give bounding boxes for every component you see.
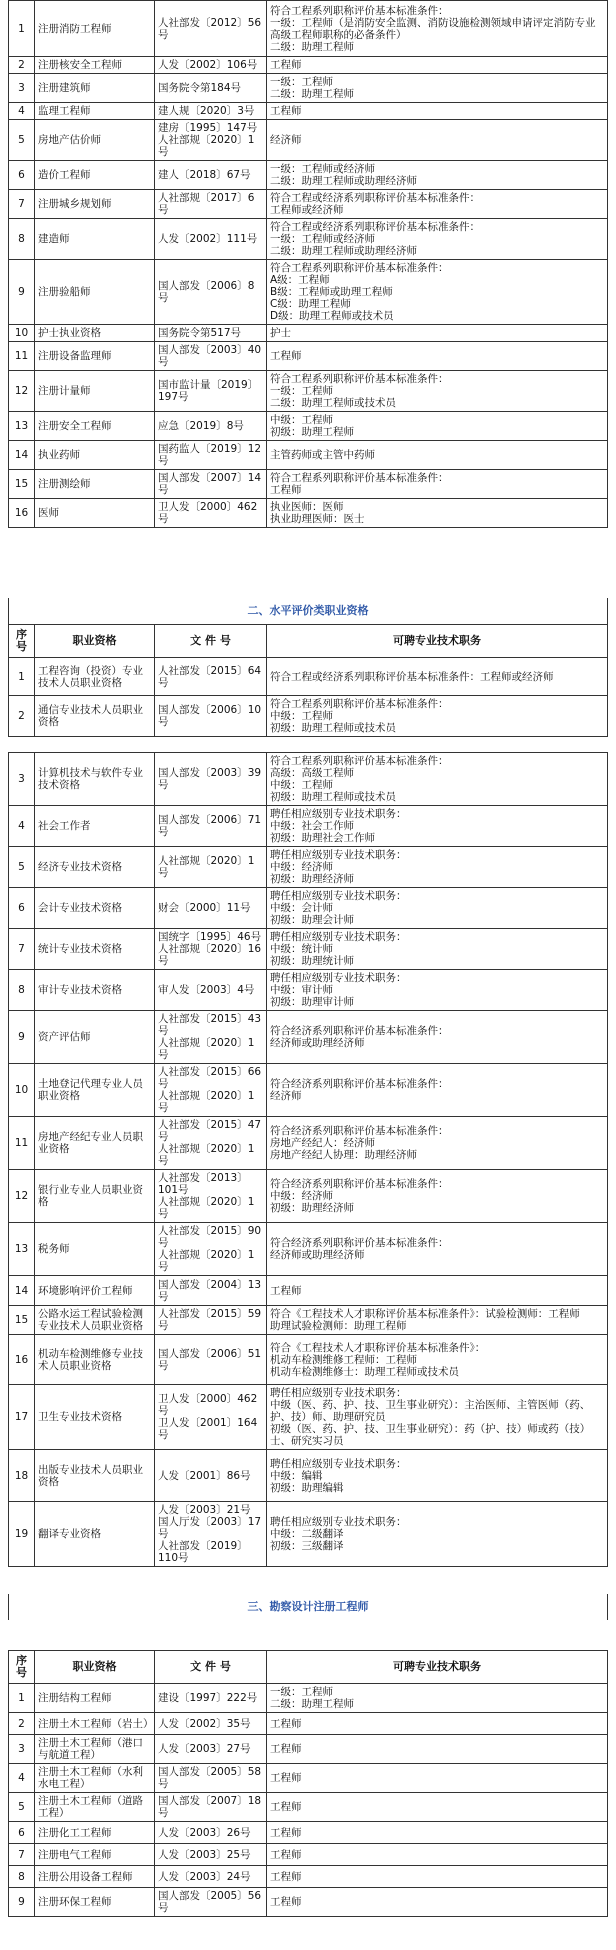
table-row: [9, 325, 608, 342]
post-cell: 聘任相应级别专业技术职务： 中级：经济师 初级：助理经济师: [267, 847, 608, 888]
post-cell: 工程师: [267, 57, 608, 74]
table-row: [9, 470, 608, 499]
document-cell: 国务院令第184号: [155, 74, 267, 103]
section-3-table: [8, 1650, 608, 1917]
document-cell: 建人〔2018〕67号: [155, 161, 267, 190]
row-number: 11: [9, 342, 35, 371]
document-cell: 国市监计量〔2019〕197号: [155, 371, 267, 412]
document-cell: 国人部发〔2005〕58号: [155, 1764, 267, 1793]
document-cell: 应急〔2019〕8号: [155, 412, 267, 441]
table-row: [9, 412, 608, 441]
table-row: [9, 1764, 608, 1793]
qualification-cell: 注册测绘师: [35, 470, 155, 499]
qualification-cell: 注册化工工程师: [35, 1822, 155, 1844]
post-cell: 符合工程系列职称评价基本标准条件： 一级：工程师（是消防安全监测、消防设施检测领域申请评定消防专业高级工程师职称的必备条件） 二级：助理工程师: [267, 1, 608, 57]
qualification-cell: 会计专业技术资格: [35, 888, 155, 929]
post-cell: 工程师: [267, 1844, 608, 1866]
row-number: 5: [9, 120, 35, 161]
post-cell: 经济师: [267, 120, 608, 161]
document-cell: 卫人发〔2000〕462号: [155, 499, 267, 528]
post-cell: 一级：工程师 二级：助理工程师: [267, 74, 608, 103]
qualification-cell: 注册公用设备工程师: [35, 1866, 155, 1888]
post-cell: 符合工程系列职称评价基本标准条件： 中级：工程师 初级：助理工程师或技术员: [267, 696, 608, 737]
row-number: 15: [9, 470, 35, 499]
table-row: [9, 1735, 608, 1764]
document-cell: 人发〔2003〕25号: [155, 1844, 267, 1866]
document-cell: 人社部发〔2012〕56号: [155, 1, 267, 57]
document-cell: 国人部发〔2003〕39号: [155, 753, 267, 806]
table-row: [9, 1306, 608, 1335]
post-cell: 工程师: [267, 1888, 608, 1917]
table-row: [9, 190, 608, 219]
table-row: [9, 1335, 608, 1385]
table-section-2b: [8, 752, 608, 1567]
document-cell: 财会〔2000〕11号: [155, 888, 267, 929]
table-row: [9, 441, 608, 470]
qualification-cell: 通信专业技术人员职业资格: [35, 696, 155, 737]
table-row: [9, 1713, 608, 1735]
post-cell: 符合工程系列职称评价基本标准条件： 高级：高级工程师 中级：工程师 初级：助理工程师或技术员: [267, 753, 608, 806]
row-number: 4: [9, 103, 35, 120]
qualification-cell: 注册土木工程师（港口与航道工程）: [35, 1735, 155, 1764]
qualification-cell: 统计专业技术资格: [35, 929, 155, 970]
table-row: [9, 888, 608, 929]
qualification-cell: 注册建筑师: [35, 74, 155, 103]
qualification-cell: 注册结构工程师: [35, 1684, 155, 1713]
row-number: 12: [9, 371, 35, 412]
qualification-cell: 社会工作者: [35, 806, 155, 847]
document-cell: 人社部发〔2015〕43号 人社部规〔2020〕1号: [155, 1011, 267, 1064]
row-number: 12: [9, 1170, 35, 1223]
qualification-cell: 监理工程师: [35, 103, 155, 120]
post-cell: 聘任相应级别专业技术职务： 中级：社会工作师 初级：助理社会工作师: [267, 806, 608, 847]
qualification-cell: 执业药师: [35, 441, 155, 470]
section-2b-table: [8, 752, 608, 1567]
document-cell: 人社部发〔2013〕101号 人社部规〔2020〕1号: [155, 1170, 267, 1223]
post-cell: 工程师: [267, 1793, 608, 1822]
table-row: [9, 57, 608, 74]
post-cell: 工程师: [267, 1822, 608, 1844]
document-cell: 国人部发〔2003〕40号: [155, 342, 267, 371]
table-row: [9, 1117, 608, 1170]
document-cell: 国人部发〔2004〕13号: [155, 1276, 267, 1306]
row-number: 2: [9, 1713, 35, 1735]
section-3-title: 三、勘察设计注册工程师: [8, 1594, 608, 1620]
table-section-3: [8, 1650, 608, 1917]
table-row: [9, 1684, 608, 1713]
table-row: [9, 929, 608, 970]
row-number: 14: [9, 441, 35, 470]
table-section-1: [8, 0, 608, 528]
qualification-cell: 资产评估师: [35, 1011, 155, 1064]
document-cell: 国人部发〔2007〕14号: [155, 470, 267, 499]
document-cell: 人社部发〔2015〕47号 人社部规〔2020〕1号: [155, 1117, 267, 1170]
table-row: [9, 1170, 608, 1223]
document-cell: 建设〔1997〕222号: [155, 1684, 267, 1713]
row-number: 9: [9, 1011, 35, 1064]
qualification-cell: 注册设备监理师: [35, 342, 155, 371]
document-cell: 人发〔2003〕27号: [155, 1735, 267, 1764]
post-cell: 中级：工程师 初级：助理工程师: [267, 412, 608, 441]
qualification-cell: 工程咨询（投资）专业技术人员职业资格: [35, 658, 155, 696]
row-number: 15: [9, 1306, 35, 1335]
post-cell: 符合工程系列职称评价基本标准条件： 一级：工程师 二级：助理工程师或技术员: [267, 371, 608, 412]
post-cell: 工程师: [267, 1735, 608, 1764]
post-cell: 工程师: [267, 1713, 608, 1735]
table-row: [9, 658, 608, 696]
row-number: 2: [9, 696, 35, 737]
table-row: [9, 970, 608, 1011]
post-cell: 符合《工程技术人才职称评价基本标准条件》：试验检测师：工程师 助理试验检测师：助理工程师: [267, 1306, 608, 1335]
qualification-cell: 注册土木工程师（岩土）: [35, 1713, 155, 1735]
post-cell: 符合工程系列职称评价基本标准条件： A级：工程师 B级：工程师或助理工程师 C级：助理工程师 D级：助理工程师或技术员: [267, 260, 608, 325]
post-cell: 符合工程或经济系列职称评价基本标准条件：工程师或经济师: [267, 658, 608, 696]
section-2a-table: [8, 624, 608, 737]
post-cell: 护士: [267, 325, 608, 342]
row-number: 5: [9, 847, 35, 888]
qualification-cell: 注册土木工程师（道路工程）: [35, 1793, 155, 1822]
post-cell: 主管药师或主管中药师: [267, 441, 608, 470]
qualification-cell: 注册计量师: [35, 371, 155, 412]
row-number: 19: [9, 1502, 35, 1567]
row-number: 10: [9, 1064, 35, 1117]
post-cell: 聘任相应级别专业技术职务： 中级：二级翻译 初级：三级翻译: [267, 1502, 608, 1567]
post-cell: 符合工程或经济系列职称评价基本标准条件： 工程师或经济师: [267, 190, 608, 219]
row-number: 8: [9, 970, 35, 1011]
qualification-cell: 房地产经纪专业人员职业资格: [35, 1117, 155, 1170]
row-number: 14: [9, 1276, 35, 1306]
row-number: 4: [9, 1764, 35, 1793]
qualification-cell: 注册土木工程师（水利水电工程）: [35, 1764, 155, 1793]
row-number: 7: [9, 929, 35, 970]
table-row: [9, 1450, 608, 1502]
table-row: [9, 1866, 608, 1888]
table-row: [9, 696, 608, 737]
post-cell: 工程师: [267, 342, 608, 371]
qualification-cell: 造价工程师: [35, 161, 155, 190]
table-row: [9, 103, 608, 120]
table-row: [9, 1276, 608, 1306]
header-qualification: 职业资格: [35, 1651, 155, 1684]
row-number: 9: [9, 260, 35, 325]
table-row: [9, 1793, 608, 1822]
row-number: 13: [9, 412, 35, 441]
document-cell: 国统字〔1995〕46号 人社部规〔2020〕16号: [155, 929, 267, 970]
document-cell: 人发〔2003〕26号: [155, 1822, 267, 1844]
qualification-cell: 注册安全工程师: [35, 412, 155, 441]
table-row: [9, 260, 608, 325]
row-number: 18: [9, 1450, 35, 1502]
post-cell: 聘任相应级别专业技术职务： 中级：编辑 初级：助理编辑: [267, 1450, 608, 1502]
qualification-cell: 注册核安全工程师: [35, 57, 155, 74]
table-row: [9, 1822, 608, 1844]
row-number: 1: [9, 658, 35, 696]
post-cell: 工程师: [267, 103, 608, 120]
post-cell: 符合工程系列职称评价基本标准条件： 工程师: [267, 470, 608, 499]
post-cell: 工程师: [267, 1764, 608, 1793]
table-row: [9, 1, 608, 57]
row-number: 6: [9, 888, 35, 929]
header-qualification: 职业资格: [35, 625, 155, 658]
post-cell: 聘任相应级别专业技术职务： 中级：统计师 初级：助理统计师: [267, 929, 608, 970]
table-header-row: [9, 625, 608, 658]
table-row: [9, 847, 608, 888]
page-break: [0, 1620, 616, 1650]
qualification-cell: 注册电气工程师: [35, 1844, 155, 1866]
document-cell: 人发〔2001〕86号: [155, 1450, 267, 1502]
document-cell: 人社部发〔2015〕59号: [155, 1306, 267, 1335]
table-row: [9, 342, 608, 371]
post-cell: 工程师: [267, 1866, 608, 1888]
table-row: [9, 753, 608, 806]
document-cell: 建房〔1995〕147号 人社部规〔2020〕1号: [155, 120, 267, 161]
document-cell: 审人发〔2003〕4号: [155, 970, 267, 1011]
table-row: [9, 120, 608, 161]
document-cell: 国人部发〔2006〕10号: [155, 696, 267, 737]
post-cell: 符合经济系列职称评价基本标准条件： 房地产经纪人：经济师 房地产经纪人协理：助理经济师: [267, 1117, 608, 1170]
header-post: 可聘专业技术职务: [267, 625, 608, 658]
row-number: 8: [9, 219, 35, 260]
post-cell: 符合经济系列职称评价基本标准条件： 经济师或助理经济师: [267, 1011, 608, 1064]
qualification-cell: 经济专业技术资格: [35, 847, 155, 888]
row-number: 7: [9, 190, 35, 219]
row-number: 11: [9, 1117, 35, 1170]
header-document: 文 件 号: [155, 1651, 267, 1684]
qualification-cell: 注册环保工程师: [35, 1888, 155, 1917]
document-cell: 国务院令第517号: [155, 325, 267, 342]
row-number: 3: [9, 753, 35, 806]
qualification-cell: 环境影响评价工程师: [35, 1276, 155, 1306]
post-cell: 一级：工程师 二级：助理工程师: [267, 1684, 608, 1713]
table-row: [9, 74, 608, 103]
qualification-cell: 公路水运工程试验检测专业技术人员职业资格: [35, 1306, 155, 1335]
row-number: 5: [9, 1793, 35, 1822]
document-cell: 卫人发〔2000〕462号 卫人发〔2001〕164号: [155, 1385, 267, 1450]
table-row: [9, 1011, 608, 1064]
section-2-title: 二、水平评价类职业资格: [8, 598, 608, 624]
table-row: [9, 161, 608, 190]
qualification-cell: 注册验船师: [35, 260, 155, 325]
post-cell: 一级：工程师或经济师 二级：助理工程师或助理经济师: [267, 161, 608, 190]
header-document: 文 件 号: [155, 625, 267, 658]
header-no: 序号: [9, 1651, 35, 1684]
document-cell: 人发〔2003〕24号: [155, 1866, 267, 1888]
qualification-cell: 出版专业技术人员职业资格: [35, 1450, 155, 1502]
row-number: 9: [9, 1888, 35, 1917]
qualification-cell: 卫生专业技术资格: [35, 1385, 155, 1450]
table-row: [9, 1844, 608, 1866]
row-number: 13: [9, 1223, 35, 1276]
row-number: 1: [9, 1684, 35, 1713]
document-cell: 人发〔2002〕35号: [155, 1713, 267, 1735]
document-cell: 人社部发〔2015〕90号 人社部规〔2020〕1号: [155, 1223, 267, 1276]
row-number: 16: [9, 1335, 35, 1385]
post-cell: 符合《工程技术人才职称评价基本标准条件》： 机动车检测维修工程师：工程师 机动车检测维修士：助理工程师或技术员: [267, 1335, 608, 1385]
qualification-cell: 护士执业资格: [35, 325, 155, 342]
row-number: 2: [9, 57, 35, 74]
document-cell: 人发〔2002〕111号: [155, 219, 267, 260]
row-number: 6: [9, 1822, 35, 1844]
table-row: [9, 1385, 608, 1450]
document-cell: 国人部发〔2006〕51号: [155, 1335, 267, 1385]
qualification-cell: 计算机技术与软件专业技术资格: [35, 753, 155, 806]
row-number: 3: [9, 74, 35, 103]
qualification-cell: 税务师: [35, 1223, 155, 1276]
table-section-2a: [8, 624, 608, 737]
document-cell: 人社部规〔2017〕6号: [155, 190, 267, 219]
post-cell: 符合经济系列职称评价基本标准条件： 经济师: [267, 1064, 608, 1117]
row-number: 4: [9, 806, 35, 847]
document-cell: 人发〔2002〕106号: [155, 57, 267, 74]
document-cell: 国药监人〔2019〕12号: [155, 441, 267, 470]
post-cell: 工程师: [267, 1276, 608, 1306]
table-row: [9, 1064, 608, 1117]
qualification-cell: 注册城乡规划师: [35, 190, 155, 219]
document-cell: 国人部发〔2005〕56号: [155, 1888, 267, 1917]
row-number: 8: [9, 1866, 35, 1888]
page-break: [0, 744, 616, 752]
table-row: [9, 806, 608, 847]
qualification-cell: 土地登记代理专业人员职业资格: [35, 1064, 155, 1117]
document-cell: 人社部规〔2020〕1号: [155, 847, 267, 888]
row-number: 7: [9, 1844, 35, 1866]
document-cell: 国人部发〔2007〕18号: [155, 1793, 267, 1822]
qualification-cell: 审计专业技术资格: [35, 970, 155, 1011]
table-row: [9, 1888, 608, 1917]
qualification-cell: 机动车检测维修专业技术人员职业资格: [35, 1335, 155, 1385]
post-cell: 符合经济系列职称评价基本标准条件： 经济师或助理经济师: [267, 1223, 608, 1276]
row-number: 1: [9, 1, 35, 57]
document-cell: 建人规〔2020〕3号: [155, 103, 267, 120]
table-row: [9, 1502, 608, 1567]
row-number: 6: [9, 161, 35, 190]
post-cell: 符合工程或经济系列职称评价基本标准条件： 一级：工程师或经济师 二级：助理工程师或助理经济师: [267, 219, 608, 260]
document-cell: 人社部发〔2015〕66号 人社部规〔2020〕1号: [155, 1064, 267, 1117]
row-number: 17: [9, 1385, 35, 1450]
qualification-cell: 银行业专业人员职业资格: [35, 1170, 155, 1223]
document-cell: 人发〔2003〕21号 国人厅发〔2003〕17号 人社部发〔2019〕110号: [155, 1502, 267, 1567]
qualification-cell: 建造师: [35, 219, 155, 260]
document-cell: 人社部发〔2015〕64号: [155, 658, 267, 696]
table-header-row: [9, 1651, 608, 1684]
row-number: 10: [9, 325, 35, 342]
section-1-table: [8, 0, 608, 528]
header-post: 可聘专业技术职务: [267, 1651, 608, 1684]
post-cell: 执业医师：医师 执业助理医师：医士: [267, 499, 608, 528]
table-row: [9, 219, 608, 260]
post-cell: 聘任相应级别专业技术职务： 中级（医、药、护、技、卫生事业研究）：主治医师、主管医师（药、护、技）师、助理研究员 初级（医、药、护、技、卫生事业研究）：药（护、技）师或药（技）士、研究实习员: [267, 1385, 608, 1450]
qualification-cell: 注册消防工程师: [35, 1, 155, 57]
qualification-cell: 医师: [35, 499, 155, 528]
row-number: 3: [9, 1735, 35, 1764]
document-cell: 国人部发〔2006〕71号: [155, 806, 267, 847]
post-cell: 聘任相应级别专业技术职务： 中级：审计师 初级：助理审计师: [267, 970, 608, 1011]
table-row: [9, 371, 608, 412]
header-no: 序号: [9, 625, 35, 658]
row-number: 16: [9, 499, 35, 528]
qualification-cell: 翻译专业资格: [35, 1502, 155, 1567]
table-row: [9, 499, 608, 528]
post-cell: 符合经济系列职称评价基本标准条件： 中级：经济师 初级：助理经济师: [267, 1170, 608, 1223]
post-cell: 聘任相应级别专业技术职务： 中级：会计师 初级：助理会计师: [267, 888, 608, 929]
table-row: [9, 1223, 608, 1276]
document-cell: 国人部发〔2006〕8号: [155, 260, 267, 325]
qualification-cell: 房地产估价师: [35, 120, 155, 161]
